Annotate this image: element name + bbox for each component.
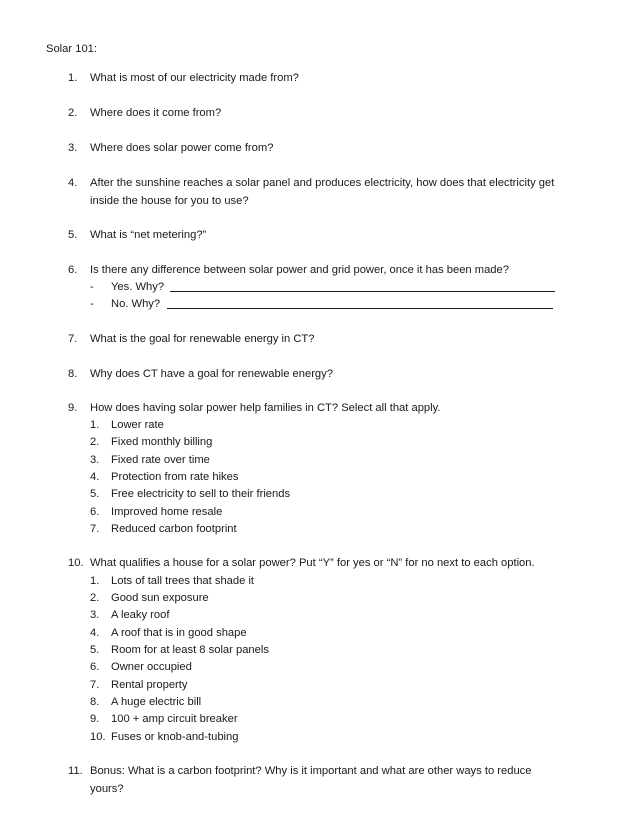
question-text: Where does it come from? bbox=[90, 107, 222, 119]
item-text: Fixed rate over time bbox=[111, 454, 210, 466]
question-number: 1. bbox=[68, 72, 78, 84]
option-label: Yes. Why? bbox=[111, 281, 165, 293]
item-text: Good sun exposure bbox=[111, 592, 209, 604]
question-text-line2: inside the house for you to use? bbox=[90, 194, 249, 207]
question-text: What is the goal for renewable energy in CT? bbox=[90, 333, 315, 345]
question-text-line2: yours? bbox=[90, 782, 124, 795]
item-number: 3. bbox=[90, 454, 100, 466]
item-text: Rental property bbox=[111, 679, 188, 691]
item-text: Improved home resale bbox=[111, 506, 223, 518]
item-number: 9. bbox=[90, 713, 100, 725]
item-number: 10. bbox=[90, 731, 106, 743]
item-number: 4. bbox=[90, 627, 100, 639]
item-text: 100 + amp circuit breaker bbox=[111, 713, 238, 725]
item-text: Fixed monthly billing bbox=[111, 436, 213, 448]
item-text: A huge electric bill bbox=[111, 696, 202, 708]
item-text: Protection from rate hikes bbox=[111, 471, 239, 483]
item-text: Lots of tall trees that shade it bbox=[111, 575, 255, 587]
question-number: 10. bbox=[68, 557, 84, 569]
question-number: 5. bbox=[68, 229, 78, 241]
item-text: Room for at least 8 solar panels bbox=[111, 644, 269, 656]
question-text: Where does solar power come from? bbox=[90, 142, 274, 154]
item-number: 6. bbox=[90, 661, 100, 673]
item-text: Owner occupied bbox=[111, 661, 192, 673]
question-text-line1: Bonus: What is a carbon footprint? Why is it important and what are other ways to reduce bbox=[90, 765, 532, 777]
question-text: Why does CT have a goal for renewable energy? bbox=[90, 368, 333, 380]
item-text: Fuses or knob-and-tubing bbox=[111, 731, 239, 743]
question-number: 4. bbox=[68, 177, 78, 189]
dash-marker: - bbox=[90, 298, 94, 310]
question-text-line1: After the sunshine reaches a solar panel and produces electricity, how does that electricity get bbox=[90, 177, 555, 189]
item-number: 8. bbox=[90, 696, 100, 708]
question-number: 9. bbox=[68, 402, 78, 414]
item-text: Reduced carbon footprint bbox=[111, 523, 237, 535]
question-number: 3. bbox=[68, 142, 78, 154]
item-number: 1. bbox=[90, 575, 100, 587]
question-number: 8. bbox=[68, 368, 78, 380]
question-text: How does having solar power help families in CT? Select all that apply. bbox=[90, 402, 441, 414]
item-number: 2. bbox=[90, 436, 100, 448]
question-text: What is “net metering?” bbox=[90, 229, 207, 241]
item-number: 6. bbox=[90, 506, 100, 518]
item-text: Free electricity to sell to their friends bbox=[111, 488, 291, 500]
item-number: 4. bbox=[90, 471, 100, 483]
item-number: 5. bbox=[90, 644, 100, 656]
answer-blank-yes[interactable] bbox=[170, 291, 555, 292]
item-text: Lower rate bbox=[111, 419, 164, 431]
item-number: 5. bbox=[90, 488, 100, 500]
question-text: What qualifies a house for a solar power? Put “Y” for yes or “N” for no next to each option. bbox=[90, 557, 535, 569]
item-number: 7. bbox=[90, 679, 100, 691]
dash-marker: - bbox=[90, 281, 94, 293]
question-text: Is there any difference between solar power and grid power, once it has been made? bbox=[90, 264, 509, 276]
item-number: 1. bbox=[90, 419, 100, 431]
item-number: 3. bbox=[90, 609, 100, 621]
option-label: No. Why? bbox=[111, 298, 161, 310]
worksheet-title: Solar 101: bbox=[46, 43, 97, 55]
question-number: 6. bbox=[68, 264, 78, 276]
item-text: A leaky roof bbox=[111, 609, 170, 621]
item-number: 7. bbox=[90, 523, 100, 535]
question-number: 7. bbox=[68, 333, 78, 345]
question-number: 2. bbox=[68, 107, 78, 119]
item-text: A roof that is in good shape bbox=[111, 627, 247, 639]
item-number: 2. bbox=[90, 592, 100, 604]
answer-blank-no[interactable] bbox=[167, 308, 553, 309]
question-number: 11. bbox=[68, 765, 83, 777]
question-text: What is most of our electricity made from? bbox=[90, 72, 299, 84]
